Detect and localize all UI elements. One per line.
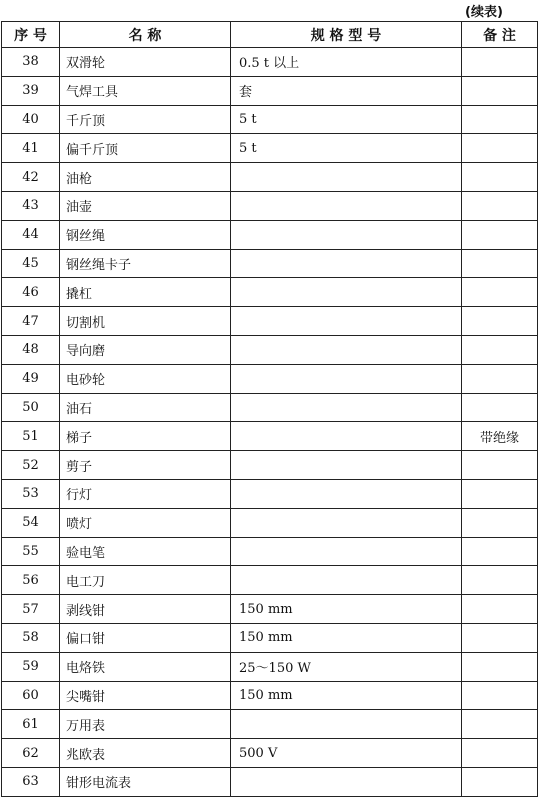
item-remark xyxy=(462,652,538,681)
item-spec xyxy=(231,364,462,393)
table-row xyxy=(2,710,538,739)
item-remark xyxy=(462,537,538,566)
row-number: 45 xyxy=(2,249,60,278)
row-number: 54 xyxy=(2,508,60,537)
item-name: 气焊工具 xyxy=(60,76,231,105)
item-spec xyxy=(231,508,462,537)
item-name: 导向磨 xyxy=(60,335,231,364)
item-spec xyxy=(231,393,462,422)
item-spec: 套 xyxy=(231,76,462,105)
item-name: 梯子 xyxy=(60,422,231,451)
item-spec xyxy=(231,710,462,739)
item-remark xyxy=(462,767,538,796)
row-number: 57 xyxy=(2,595,60,624)
item-spec xyxy=(231,451,462,480)
item-name: 剥线钳 xyxy=(60,595,231,624)
item-name: 电烙铁 xyxy=(60,652,231,681)
row-number: 56 xyxy=(2,566,60,595)
item-spec xyxy=(231,307,462,336)
item-spec: 150 mm xyxy=(231,681,462,710)
row-number: 61 xyxy=(2,710,60,739)
item-remark xyxy=(462,278,538,307)
item-remark xyxy=(462,220,538,249)
table-body xyxy=(2,48,538,797)
item-remark xyxy=(462,335,538,364)
item-remark xyxy=(462,163,538,192)
item-spec: 25～150 W xyxy=(231,652,462,681)
item-remark xyxy=(462,451,538,480)
row-number: 38 xyxy=(2,48,60,77)
item-remark xyxy=(462,739,538,768)
item-spec xyxy=(231,566,462,595)
table-row xyxy=(2,422,538,451)
item-name: 验电笔 xyxy=(60,537,231,566)
item-remark xyxy=(462,307,538,336)
table-row xyxy=(2,105,538,134)
row-number: 39 xyxy=(2,76,60,105)
row-number: 51 xyxy=(2,422,60,451)
item-name: 偏口钳 xyxy=(60,623,231,652)
item-name: 撬杠 xyxy=(60,278,231,307)
row-number: 52 xyxy=(2,451,60,480)
item-remark xyxy=(462,105,538,134)
item-spec xyxy=(231,191,462,220)
item-name: 剪子 xyxy=(60,451,231,480)
table-row xyxy=(2,479,538,508)
item-remark xyxy=(462,134,538,163)
table-row xyxy=(2,335,538,364)
item-spec xyxy=(231,278,462,307)
table-row xyxy=(2,537,538,566)
item-remark xyxy=(462,479,538,508)
item-spec: 5 t xyxy=(231,134,462,163)
table-row xyxy=(2,220,538,249)
continued-label: (续表) xyxy=(465,5,503,20)
item-spec xyxy=(231,537,462,566)
header-name: 名 称 xyxy=(60,22,231,48)
item-spec: 5 t xyxy=(231,105,462,134)
row-number: 59 xyxy=(2,652,60,681)
table-row xyxy=(2,307,538,336)
item-name: 双滑轮 xyxy=(60,48,231,77)
row-number: 55 xyxy=(2,537,60,566)
row-number: 49 xyxy=(2,364,60,393)
row-number: 62 xyxy=(2,739,60,768)
row-number: 53 xyxy=(2,479,60,508)
row-number: 42 xyxy=(2,163,60,192)
table-row xyxy=(2,652,538,681)
item-spec: 150 mm xyxy=(231,595,462,624)
item-remark xyxy=(462,76,538,105)
item-spec xyxy=(231,249,462,278)
item-name: 切割机 xyxy=(60,307,231,336)
table-row xyxy=(2,739,538,768)
row-number: 44 xyxy=(2,220,60,249)
item-name: 钢丝绳 xyxy=(60,220,231,249)
item-name: 电工刀 xyxy=(60,566,231,595)
item-name: 油壶 xyxy=(60,191,231,220)
item-spec xyxy=(231,422,462,451)
item-remark xyxy=(462,595,538,624)
table-row xyxy=(2,163,538,192)
item-remark xyxy=(462,710,538,739)
table-row xyxy=(2,451,538,480)
table-row xyxy=(2,249,538,278)
row-number: 41 xyxy=(2,134,60,163)
item-remark xyxy=(462,681,538,710)
table-row xyxy=(2,191,538,220)
header-remark: 备 注 xyxy=(462,22,538,48)
item-name: 电砂轮 xyxy=(60,364,231,393)
header-row xyxy=(2,22,538,48)
table-row xyxy=(2,364,538,393)
table-row xyxy=(2,393,538,422)
row-number: 48 xyxy=(2,335,60,364)
table-row xyxy=(2,134,538,163)
table-row xyxy=(2,681,538,710)
item-remark xyxy=(462,191,538,220)
table-row xyxy=(2,595,538,624)
item-name: 油石 xyxy=(60,393,231,422)
item-remark xyxy=(462,623,538,652)
item-name: 兆欧表 xyxy=(60,739,231,768)
item-name: 万用表 xyxy=(60,710,231,739)
table-row xyxy=(2,767,538,796)
item-spec xyxy=(231,767,462,796)
row-number: 58 xyxy=(2,623,60,652)
item-remark xyxy=(462,566,538,595)
item-name: 钳形电流表 xyxy=(60,767,231,796)
item-remark: 带绝缘 xyxy=(462,422,538,451)
header-spec: 规 格 型 号 xyxy=(231,22,462,48)
item-spec xyxy=(231,335,462,364)
table-row xyxy=(2,623,538,652)
item-remark xyxy=(462,508,538,537)
item-remark xyxy=(462,249,538,278)
item-spec xyxy=(231,479,462,508)
item-spec: 150 mm xyxy=(231,623,462,652)
row-number: 43 xyxy=(2,191,60,220)
item-remark xyxy=(462,364,538,393)
item-name: 喷灯 xyxy=(60,508,231,537)
item-spec xyxy=(231,163,462,192)
item-remark xyxy=(462,48,538,77)
item-name: 钢丝绳卡子 xyxy=(60,249,231,278)
row-number: 47 xyxy=(2,307,60,336)
table-row xyxy=(2,566,538,595)
item-name: 行灯 xyxy=(60,479,231,508)
header-no: 序 号 xyxy=(2,22,60,48)
item-name: 尖嘴钳 xyxy=(60,681,231,710)
row-number: 50 xyxy=(2,393,60,422)
item-name: 油枪 xyxy=(60,163,231,192)
item-spec xyxy=(231,220,462,249)
table-row xyxy=(2,48,538,77)
table-row xyxy=(2,508,538,537)
table-row xyxy=(2,76,538,105)
row-number: 63 xyxy=(2,767,60,796)
item-remark xyxy=(462,393,538,422)
row-number: 40 xyxy=(2,105,60,134)
equipment-table xyxy=(1,21,538,797)
row-number: 46 xyxy=(2,278,60,307)
row-number: 60 xyxy=(2,681,60,710)
item-spec: 500 V xyxy=(231,739,462,768)
table-row xyxy=(2,278,538,307)
item-spec: 0.5 t 以上 xyxy=(231,48,462,77)
item-name: 千斤顶 xyxy=(60,105,231,134)
item-name: 偏千斤顶 xyxy=(60,134,231,163)
